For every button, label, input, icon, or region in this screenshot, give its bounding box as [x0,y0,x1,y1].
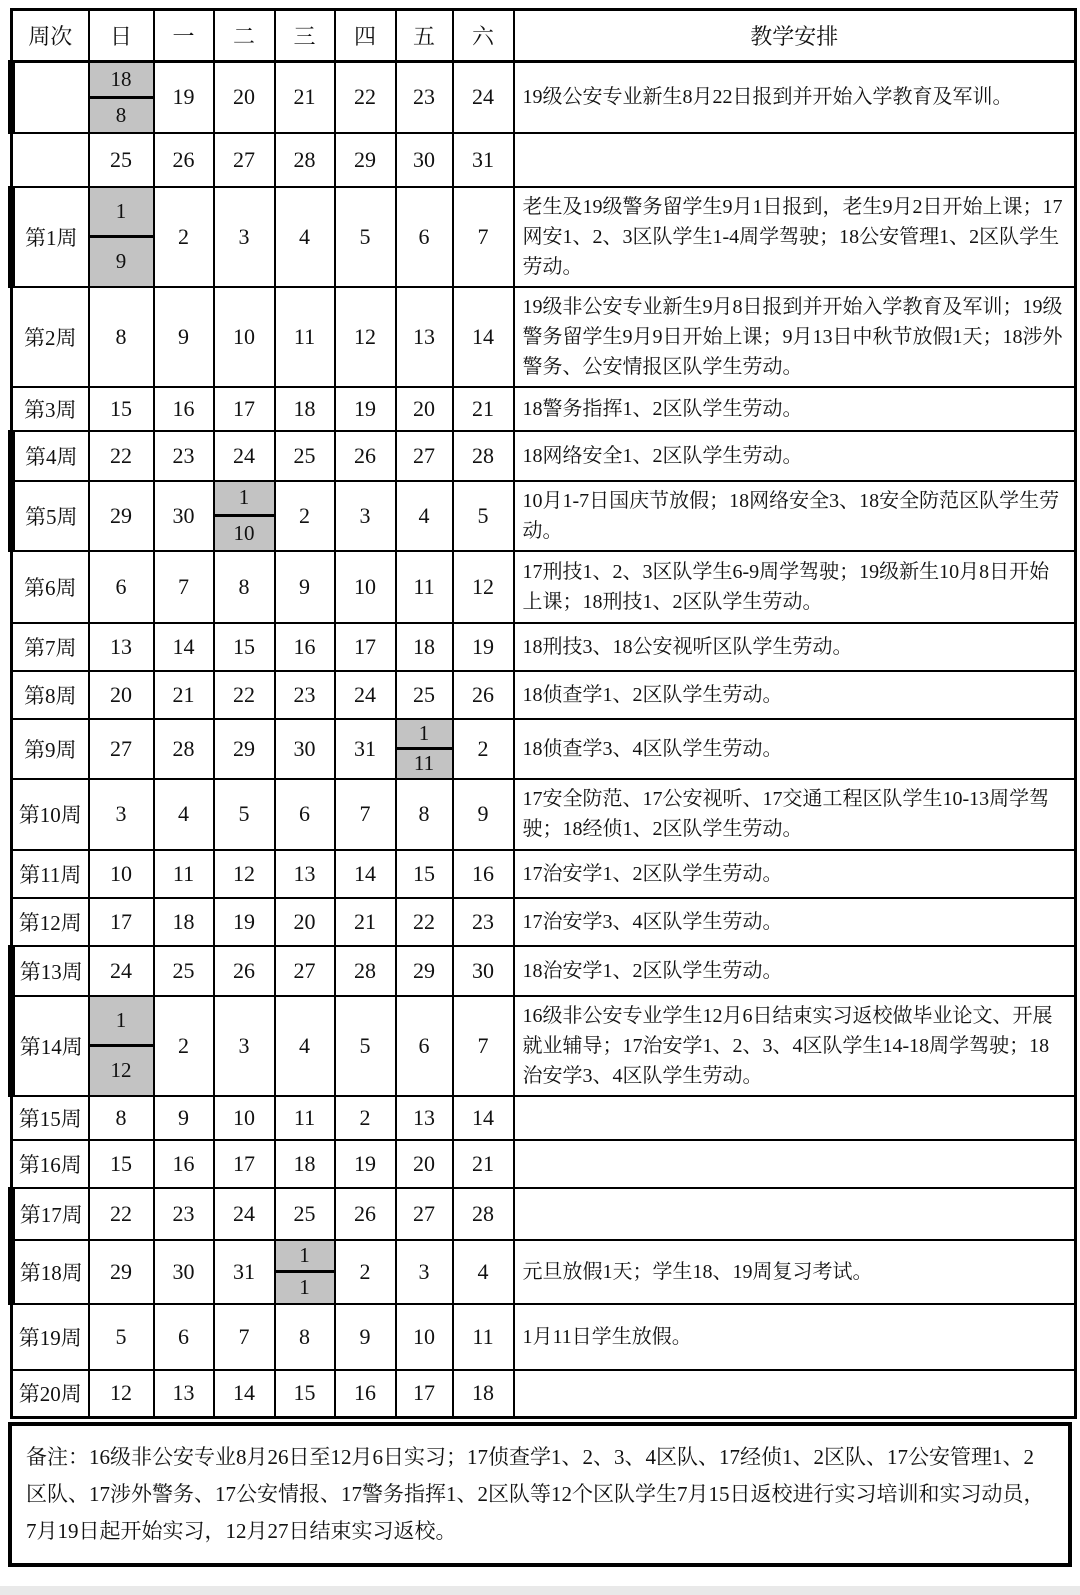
day-cell: 18 [275,1140,335,1188]
day-cell: 12 [453,551,514,623]
day-cell: 9 [335,1304,396,1370]
day-cell: 16 [275,623,335,671]
day-cell: 29 [396,946,453,996]
day-cell: 19 [335,387,396,431]
day-cell: 11 [154,850,214,898]
page-bottom-edge [0,1586,1080,1595]
day-cell: 30 [396,133,453,187]
day-cell: 14 [453,1096,514,1140]
week-row [12,996,1076,1096]
remark-cell: 18刑技3、18公安视听区队学生劳动。 [514,623,1076,671]
week-label: 第11周 [12,850,89,898]
day-cell: 18 [396,623,453,671]
split-month-number: 1 [299,1275,310,1300]
week-row [12,1140,1076,1188]
week-label: 第10周 [12,779,89,850]
month-split-box [90,63,153,132]
day-cell: 8 [89,287,154,387]
week-row [12,779,1076,850]
week-label: 第4周 [12,431,89,481]
week-label: 第3周 [12,387,89,431]
day-cell: 16 [154,387,214,431]
day-cell: 14 [214,1370,275,1418]
day-cell: 11 [453,1304,514,1370]
day-cell: 21 [453,387,514,431]
day-cell: 27 [396,1188,453,1240]
day-cell: 14 [154,623,214,671]
day-cell: 17 [335,623,396,671]
day-cell: 27 [214,133,275,187]
remark-cell: 17刑技1、2、3区队学生6-9周学驾驶；19级新生10月8日开始上课；18刑技1、2区队学生劳动。 [514,551,1076,623]
day-cell: 28 [154,719,214,779]
week-row [12,1304,1076,1370]
header-day-6: 六 [453,10,514,62]
day-cell: 2 [335,1096,396,1140]
remark-cell: 18侦查学1、2区队学生劳动。 [514,671,1076,719]
day-cell: 22 [89,1188,154,1240]
day-cell: 31 [453,133,514,187]
header-day-1: 一 [154,10,214,62]
day-cell: 5 [453,481,514,551]
remark-cell: 17治安学1、2区队学生劳动。 [514,850,1076,898]
day-cell: 28 [275,133,335,187]
week-row [12,551,1076,623]
day-cell: 26 [453,671,514,719]
week-label: 第9周 [12,719,89,779]
day-cell: 25 [275,1188,335,1240]
day-cell: 2 [154,187,214,287]
day-cell: 29 [89,481,154,551]
day-cell: 28 [453,431,514,481]
day-cell: 23 [453,898,514,946]
split-day-number: 1 [276,1241,334,1274]
day-cell: 26 [154,133,214,187]
day-cell: 8 [396,779,453,850]
day-cell: 18 [154,898,214,946]
remark-cell: 17安全防范、17公安视听、17交通工程区队学生10-13周学驾驶；18经侦1、2区队学生劳动。 [514,779,1076,850]
split-month-number: 10 [233,520,255,545]
week-row [12,481,1076,551]
day-cell: 24 [214,431,275,481]
day-cell: 20 [214,62,275,133]
day-cell: 17 [214,387,275,431]
remark-cell: 18侦查学3、4区队学生劳动。 [514,719,1076,779]
day-cell: 4 [275,187,335,287]
day-cell: 5 [335,187,396,287]
remark-cell: 19级公安专业新生8月22日报到并开始入学教育及军训。 [514,62,1076,133]
day-cell-month-split [89,62,154,133]
week-label: 第15周 [12,1096,89,1140]
day-cell: 2 [154,996,214,1096]
split-day-number: 1 [90,997,153,1048]
day-cell: 12 [89,1370,154,1418]
day-cell: 20 [89,671,154,719]
day-cell: 27 [275,946,335,996]
day-cell: 30 [154,481,214,551]
day-cell: 11 [275,287,335,387]
day-cell-month-split [275,1240,335,1304]
day-cell: 28 [453,1188,514,1240]
day-cell: 16 [453,850,514,898]
day-cell: 7 [335,779,396,850]
day-cell: 4 [396,481,453,551]
month-split-box [90,997,153,1095]
day-cell: 6 [275,779,335,850]
month-split-box [90,188,153,286]
day-cell: 24 [453,62,514,133]
day-cell: 20 [275,898,335,946]
day-cell: 25 [89,133,154,187]
day-cell: 30 [275,719,335,779]
day-cell: 4 [453,1240,514,1304]
day-cell: 29 [214,719,275,779]
day-cell: 7 [154,551,214,623]
week-row [12,187,1076,287]
day-cell: 10 [214,287,275,387]
day-cell: 8 [275,1304,335,1370]
week-row [12,671,1076,719]
day-cell: 8 [214,551,275,623]
split-day-number: 18 [90,63,153,99]
day-cell: 19 [214,898,275,946]
day-cell: 21 [453,1140,514,1188]
week-row [12,850,1076,898]
week-row [12,719,1076,779]
day-cell: 16 [335,1370,396,1418]
day-cell-month-split [89,187,154,287]
day-cell: 4 [275,996,335,1096]
day-cell: 23 [154,431,214,481]
day-cell: 2 [335,1240,396,1304]
day-cell: 7 [453,996,514,1096]
remark-cell [514,1140,1076,1188]
day-cell: 24 [335,671,396,719]
header-day-0: 日 [89,10,154,62]
week-label: 第12周 [12,898,89,946]
day-cell: 31 [335,719,396,779]
day-cell: 24 [214,1188,275,1240]
day-cell: 3 [89,779,154,850]
day-cell: 6 [396,187,453,287]
day-cell: 22 [214,671,275,719]
split-month-number: 12 [110,1058,132,1083]
day-cell: 22 [89,431,154,481]
day-cell: 5 [335,996,396,1096]
day-cell: 27 [396,431,453,481]
day-cell: 24 [89,946,154,996]
day-cell: 13 [275,850,335,898]
remark-cell: 19级非公安专业新生9月8日报到并开始入学教育及军训；19级警务留学生9月9日开始上课；9月13日中秋节放假1天；18涉外警务、公安情报区队学生劳动。 [514,287,1076,387]
week-label: 第6周 [12,551,89,623]
week-label: 第5周 [12,481,89,551]
month-split-box [276,1241,334,1303]
day-cell: 17 [396,1370,453,1418]
remark-cell: 18治安学1、2区队学生劳动。 [514,946,1076,996]
header-day-2: 二 [214,10,275,62]
day-cell: 9 [275,551,335,623]
week-row [12,898,1076,946]
week-label: 第17周 [12,1188,89,1240]
day-cell: 12 [214,850,275,898]
day-cell: 22 [396,898,453,946]
day-cell: 10 [89,850,154,898]
day-cell: 31 [214,1240,275,1304]
week-row [12,623,1076,671]
remark-cell [514,1370,1076,1418]
day-cell: 26 [335,431,396,481]
day-cell: 12 [335,287,396,387]
week-label: 第14周 [12,996,89,1096]
week-row [12,1188,1076,1240]
day-cell: 9 [154,287,214,387]
week-label: 第19周 [12,1304,89,1370]
day-cell: 30 [154,1240,214,1304]
remark-cell: 18网络安全1、2区队学生劳动。 [514,431,1076,481]
day-cell: 28 [335,946,396,996]
week-label: 第7周 [12,623,89,671]
week-row [12,1370,1076,1418]
week-row [12,1096,1076,1140]
remark-cell: 老生及19级警务留学生9月1日报到，老生9月2日开始上课；17网安1、2、3区队学生1-4周学驾驶；18公安管理1、2区队学生劳动。 [514,187,1076,287]
day-cell: 21 [275,62,335,133]
note-box: 备注：16级非公安专业8月26日至12月6日实习；17侦查学1、2、3、4区队、17经侦1、2区队、17公安管理1、2区队、17涉外警务、17公安情报、17警务指挥1、2区队等12个区队学生7月15日返校进行实习培训和实习动员，7月19日起开始实习，12月27日结束实习返校。 [8,1422,1072,1567]
day-cell: 14 [335,850,396,898]
calendar-table [8,8,1077,1419]
month-split-box [215,482,274,550]
remark-cell: 17治安学3、4区队学生劳动。 [514,898,1076,946]
day-cell: 3 [335,481,396,551]
day-cell: 15 [89,1140,154,1188]
day-cell: 3 [214,996,275,1096]
day-cell: 15 [275,1370,335,1418]
header-week-label: 周次 [12,10,89,62]
day-cell-month-split [89,996,154,1096]
day-cell: 6 [89,551,154,623]
day-cell: 16 [154,1140,214,1188]
remark-cell: 18警务指挥1、2区队学生劳动。 [514,387,1076,431]
day-cell: 15 [89,387,154,431]
remark-cell: 1月11日学生放假。 [514,1304,1076,1370]
day-cell: 13 [89,623,154,671]
week-row [12,62,1076,133]
week-row [12,1240,1076,1304]
day-cell: 7 [214,1304,275,1370]
day-cell: 15 [396,850,453,898]
day-cell: 3 [396,1240,453,1304]
week-row [12,946,1076,996]
day-cell: 14 [453,287,514,387]
day-cell: 13 [154,1370,214,1418]
calendar-sheet [8,8,1072,1567]
week-label: 第8周 [12,671,89,719]
day-cell: 26 [214,946,275,996]
day-cell: 20 [396,387,453,431]
day-cell: 2 [275,481,335,551]
split-day-number: 1 [397,720,452,751]
day-cell: 23 [275,671,335,719]
split-month-number: 8 [115,102,127,127]
day-cell: 23 [154,1188,214,1240]
month-split-box [397,720,452,778]
week-label: 第20周 [12,1370,89,1418]
week-label: 第16周 [12,1140,89,1188]
day-cell: 19 [453,623,514,671]
day-cell: 5 [214,779,275,850]
day-cell: 29 [89,1240,154,1304]
day-cell: 6 [154,1304,214,1370]
day-cell: 4 [154,779,214,850]
day-cell: 27 [89,719,154,779]
split-month-number: 9 [115,249,127,274]
day-cell: 23 [396,62,453,133]
header-remark-label: 教学安排 [514,10,1076,62]
week-label [12,133,89,187]
remark-cell: 元旦放假1天；学生18、19周复习考试。 [514,1240,1076,1304]
week-row [12,387,1076,431]
week-label: 第2周 [12,287,89,387]
day-cell: 13 [396,1096,453,1140]
day-cell: 9 [154,1096,214,1140]
day-cell: 8 [89,1096,154,1140]
day-cell: 17 [214,1140,275,1188]
day-cell: 2 [453,719,514,779]
day-cell: 19 [335,1140,396,1188]
day-cell: 13 [396,287,453,387]
day-cell-month-split [214,481,275,551]
day-cell: 10 [335,551,396,623]
day-cell: 11 [275,1096,335,1140]
day-cell: 20 [396,1140,453,1188]
header-day-4: 四 [335,10,396,62]
day-cell: 29 [335,133,396,187]
split-month-number: 11 [413,751,435,776]
day-cell: 10 [396,1304,453,1370]
remark-cell: 16级非公安专业学生12月6日结束实习返校做毕业论文、开展就业辅导；17治安学1、2、3、4区队学生14-18周学驾驶；18治安学3、4区队学生劳动。 [514,996,1076,1096]
day-cell: 25 [154,946,214,996]
week-label: 第1周 [12,187,89,287]
day-cell: 21 [335,898,396,946]
remark-cell [514,133,1076,187]
header-day-5: 五 [396,10,453,62]
day-cell: 22 [335,62,396,133]
week-label: 第13周 [12,946,89,996]
day-cell: 7 [453,187,514,287]
day-cell: 25 [396,671,453,719]
day-cell: 9 [453,779,514,850]
day-cell: 18 [275,387,335,431]
split-day-number: 1 [90,188,153,239]
day-cell: 25 [275,431,335,481]
week-row [12,431,1076,481]
remark-cell [514,1188,1076,1240]
day-cell: 6 [396,996,453,1096]
day-cell: 5 [89,1304,154,1370]
day-cell-month-split [396,719,453,779]
day-cell: 21 [154,671,214,719]
day-cell: 15 [214,623,275,671]
day-cell: 19 [154,62,214,133]
remark-cell [514,1096,1076,1140]
day-cell: 18 [453,1370,514,1418]
week-row [12,287,1076,387]
day-cell: 17 [89,898,154,946]
day-cell: 30 [453,946,514,996]
week-row [12,133,1076,187]
split-day-number: 1 [215,482,274,518]
week-label: 第18周 [12,1240,89,1304]
header-day-3: 三 [275,10,335,62]
remark-cell: 10月1-7日国庆节放假；18网络安全3、18安全防范区队学生劳动。 [514,481,1076,551]
week-label [12,62,89,133]
day-cell: 3 [214,187,275,287]
day-cell: 11 [396,551,453,623]
day-cell: 26 [335,1188,396,1240]
day-cell: 10 [214,1096,275,1140]
